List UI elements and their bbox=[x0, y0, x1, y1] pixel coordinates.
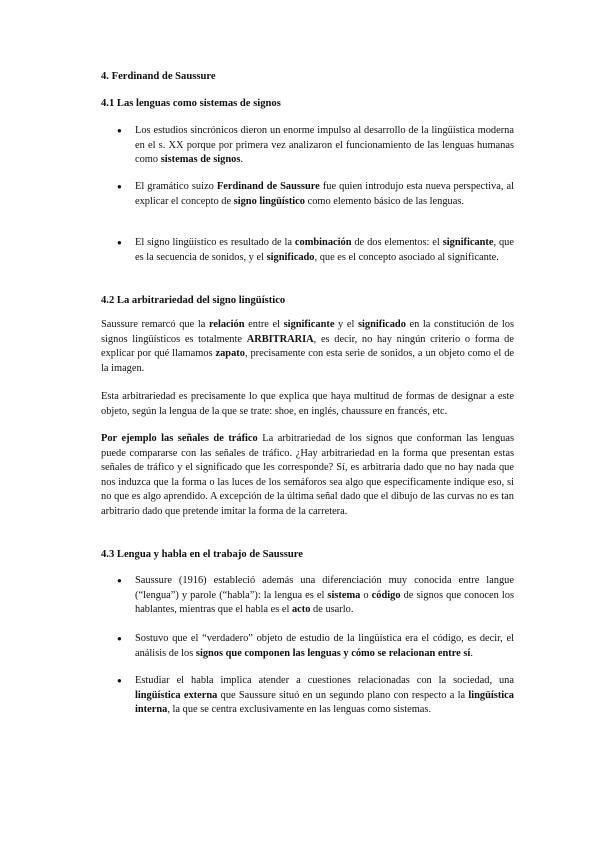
list-item bbox=[117, 180, 514, 209]
bullet-icon: ● bbox=[117, 634, 122, 643]
list-item bbox=[117, 124, 514, 168]
section-heading: 4. Ferdinand de Saussure bbox=[101, 71, 216, 82]
list-item bbox=[117, 574, 514, 618]
subsection-heading-4-1: 4.1 Las lenguas como sistemas de signos bbox=[101, 98, 281, 109]
list-item-text: Sostuvo que el “verdadero” objeto de estudio de la lingüística era el código, es decir, el análisis de los signos que componen las lenguas y cómo se relacionan entre sí. bbox=[135, 633, 514, 659]
paragraph-traffic-signs: Por ejemplo las señales de tráfico La arbitrariedad de los signos que conforman las lenguas puede compararse con las señales de tráfico. ¿Hay arbitrariedad en la forma que presentan estas señales de tráfico y el significado que les corresponde? Sí, es arbitraria dado que no hay nada que nos induzca que la forma o las luces de los semáforos sea algo que específicamente indique eso, si no que es algo aprendido. A excepción de la última señal dado que el dibujo de las curvas no es tan arbitrario dado que pretende imitar la forma de la carretera. bbox=[101, 433, 515, 517]
subsection-heading-4-3: 4.3 Lengua y habla en el trabajo de Saussure bbox=[101, 549, 303, 560]
list-item bbox=[117, 236, 514, 265]
bullet-icon: ● bbox=[117, 676, 122, 685]
paragraph-arbitrariness: Saussure remarcó que la relación entre el significante y el significado en la constitución de los signos lingüísticos es totalmente ARBITRARIA, es decir, no hay ningún criterio o forma de explicar por qué llamamos zapato, precisamente con esta serie de sonidos, a un objeto como el de la imagen. bbox=[101, 319, 514, 374]
list-item-text: Estudiar el habla implica atender a cuestiones relacionadas con la sociedad, una lingüística externa que Saussure situó en un segundo plano con respecto a la lingüística interna, la que se centra exclusivamente en las lenguas como sistemas. bbox=[135, 675, 514, 716]
bullet-icon: ● bbox=[117, 126, 122, 135]
list-item-text: El gramático suizo Ferdinand de Saussure fue quien introdujo esta nueva perspectiva, al explicar el concepto de signo lingüístico como elemento básico de las lenguas. bbox=[135, 181, 514, 207]
list-item-text: El signo lingüístico es resultado de la combinación de dos elementos: el significante, que es la secuencia de sonidos, y el significado, que es el concepto asociado al significante. bbox=[135, 237, 514, 263]
list-item bbox=[117, 674, 514, 718]
subsection-heading-4-2: 4.2 La arbitrariedad del signo lingüístico bbox=[101, 295, 286, 306]
list-item bbox=[117, 632, 514, 661]
list-item-text: Los estudios sincrónicos dieron un enorme impulso al desarrollo de la lingüística moderna en el s. XX porque por primera vez analizaron el funcionamiento de las lenguas humanas como sistemas de signos. bbox=[135, 125, 514, 166]
bullet-icon: ● bbox=[117, 182, 122, 191]
bullet-icon: ● bbox=[117, 238, 122, 247]
paragraph-designation: Esta arbitrariedad es precisamente lo que explica que haya multitud de formas de designar a este objeto, según la lengua de la que se trate: shoe, en inglés, chaussure en francés, etc. bbox=[101, 391, 514, 417]
bullet-icon: ● bbox=[117, 576, 122, 585]
list-item-text: Saussure (1916) estableció además una diferenciación muy conocida entre langue (“lengua”) y parole (“habla”): la lengua es el sistema o código de signos que conocen los hablantes, mientras que el habla es el acto de usarlo. bbox=[135, 575, 514, 616]
